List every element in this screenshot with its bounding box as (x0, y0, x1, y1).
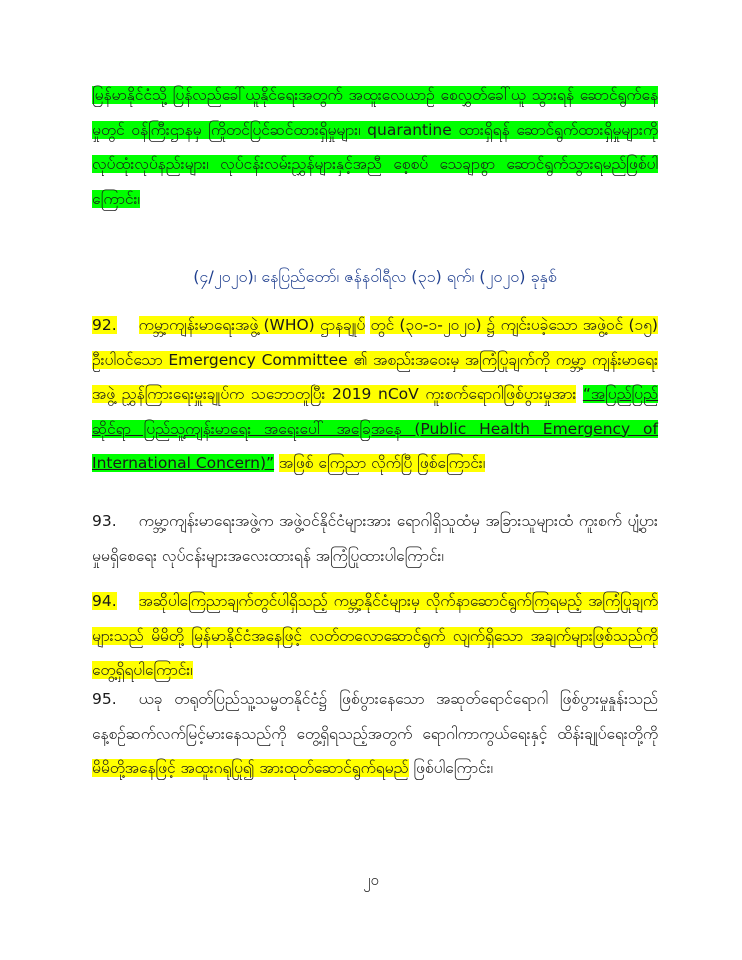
paragraph-95 (92, 682, 658, 786)
paragraph-92-segment-3: အဖြစ် ကြေညာ လိုက်ပြီ ဖြစ်ကြောင်း၊ (278, 454, 486, 472)
paragraph-92-segment-2: တွင် (၃၀-၁-၂၀၂၀) ၌ ကျင်းပခဲ့သော အဖွဲ့ဝင် (၁၅) ဦးပါဝင်သော Emergency Committee ၏ အစည်းအဝေးမှ အကြံပြုချက်ကို ကမ္ဘာ့ ကျန်းမာရေးအဖွဲ့ ညွှန်ကြားရေးမှူးချုပ်က သဘောတူပြီး 2019 nCoV ကူးစက်ရောဂါဖြစ်ပွားမှုအား (92, 316, 658, 403)
page-number: ၂၀ (363, 871, 379, 889)
paragraph-93-number: 93. (92, 512, 117, 530)
paragraph-94-text: အဆိုပါကြေညာချက်တွင်ပါရှိသည့် ကမ္ဘာ့နိုင်ငံများမှ လိုက်နာဆောင်ရွက်ကြရမည့် အကြံပြုချက်များသည် မိမိတို့ မြန်မာနိုင်ငံအနေဖြင့် လတ်တလောဆောင်ရွက် လျက်ရှိသော အချက်များဖြစ်သည်ကို တွေ့ရှိရပါကြောင်း၊ (92, 592, 658, 679)
paragraph-93 (92, 504, 658, 573)
paragraph-95-text: ယခု တရုတ်ပြည်သူ့သမ္မတနိုင်ငံ၌ ဖြစ်ပွားနေသော အဆုတ်ရောင်ရောဂါ ဖြစ်ပွားမှုနှုန်းသည် နေ့စဉ်ဆက်လက်မြင့်မားနေသည်ကို တွေ့ရှိရသည့်အတွက် ရောဂါကာကွယ်ရေးနှင့် ထိန်းချုပ်ရေးတို့ကို (92, 690, 658, 743)
intro-paragraph (92, 78, 658, 216)
paragraph-92-quote: “အပြည်ပြည်ဆိုင်ရာ ပြည်သူ့ကျန်းမာရေး အရေးပေါ် အခြေအနေ (Public Health Emergency of International Concern)” (92, 385, 659, 472)
paragraph-93-text: ကမ္ဘာ့ကျန်းမာရေးအဖွဲ့က အဖွဲ့ဝင်နိုင်ငံများအား ရောဂါရှိသူထံမှ အခြားသူများထံ ကူးစက် ပျံ့ပွားမှုမရှိစေရေး လုပ်ငန်းများအလေးထားရန် အကြံပြုထားပါကြောင်း၊ (92, 512, 658, 565)
paragraph-95-highlight: မိမိတို့အနေဖြင့် အထူးဂရုပြု၍ အားထုတ်ဆောင်ရွက်ရမည် (92, 759, 409, 777)
paragraph-94 (92, 584, 658, 688)
paragraph-92-segment-1: ကမ္ဘာ့ကျန်းမာရေးအဖွဲ့ (WHO) ဌာနချုပ် (138, 316, 366, 334)
paragraph-95-number: 95. (92, 690, 117, 708)
intro-highlighted-text: မြန်မာနိုင်ငံသို့ ပြန်လည်ခေါ်ယူနိုင်ရေးအတွက် အထူးလေယာဉ် စေလွှတ်ခေါ်ယူ သွားရန် ဆောင်ရွက်နေမှုတွင် ဝန်ကြီးဌာနမှ ကြိုတင်ပြင်ဆင်ထားရှိမှုများ၊ quarantine ထားရှိရန် ဆောင်ရွက်ထားရှိမှုများကို လုပ်ထုံးလုပ်နည်းများ၊ လုပ်ငန်းလမ်းညွှန်များနှင့်အညီ စေ့စပ် သေချာစွာ ဆောင်ရွက်သွားရမည်ဖြစ်ပါကြောင်း၊ (92, 86, 658, 208)
paragraph-95-tail: ဖြစ်ပါကြောင်း၊ (413, 759, 493, 777)
press-release-dateline: (၄/၂၀၂၀)၊ နေပြည်တော်၊ ဇန်နဝါရီလ (၃၁) ရက်၊ (၂၀၂၀) ခုနှစ် (193, 267, 557, 286)
paragraph-94-number: 94. (92, 592, 117, 610)
paragraph-92-number: 92. (92, 316, 117, 334)
paragraph-92 (92, 308, 658, 481)
